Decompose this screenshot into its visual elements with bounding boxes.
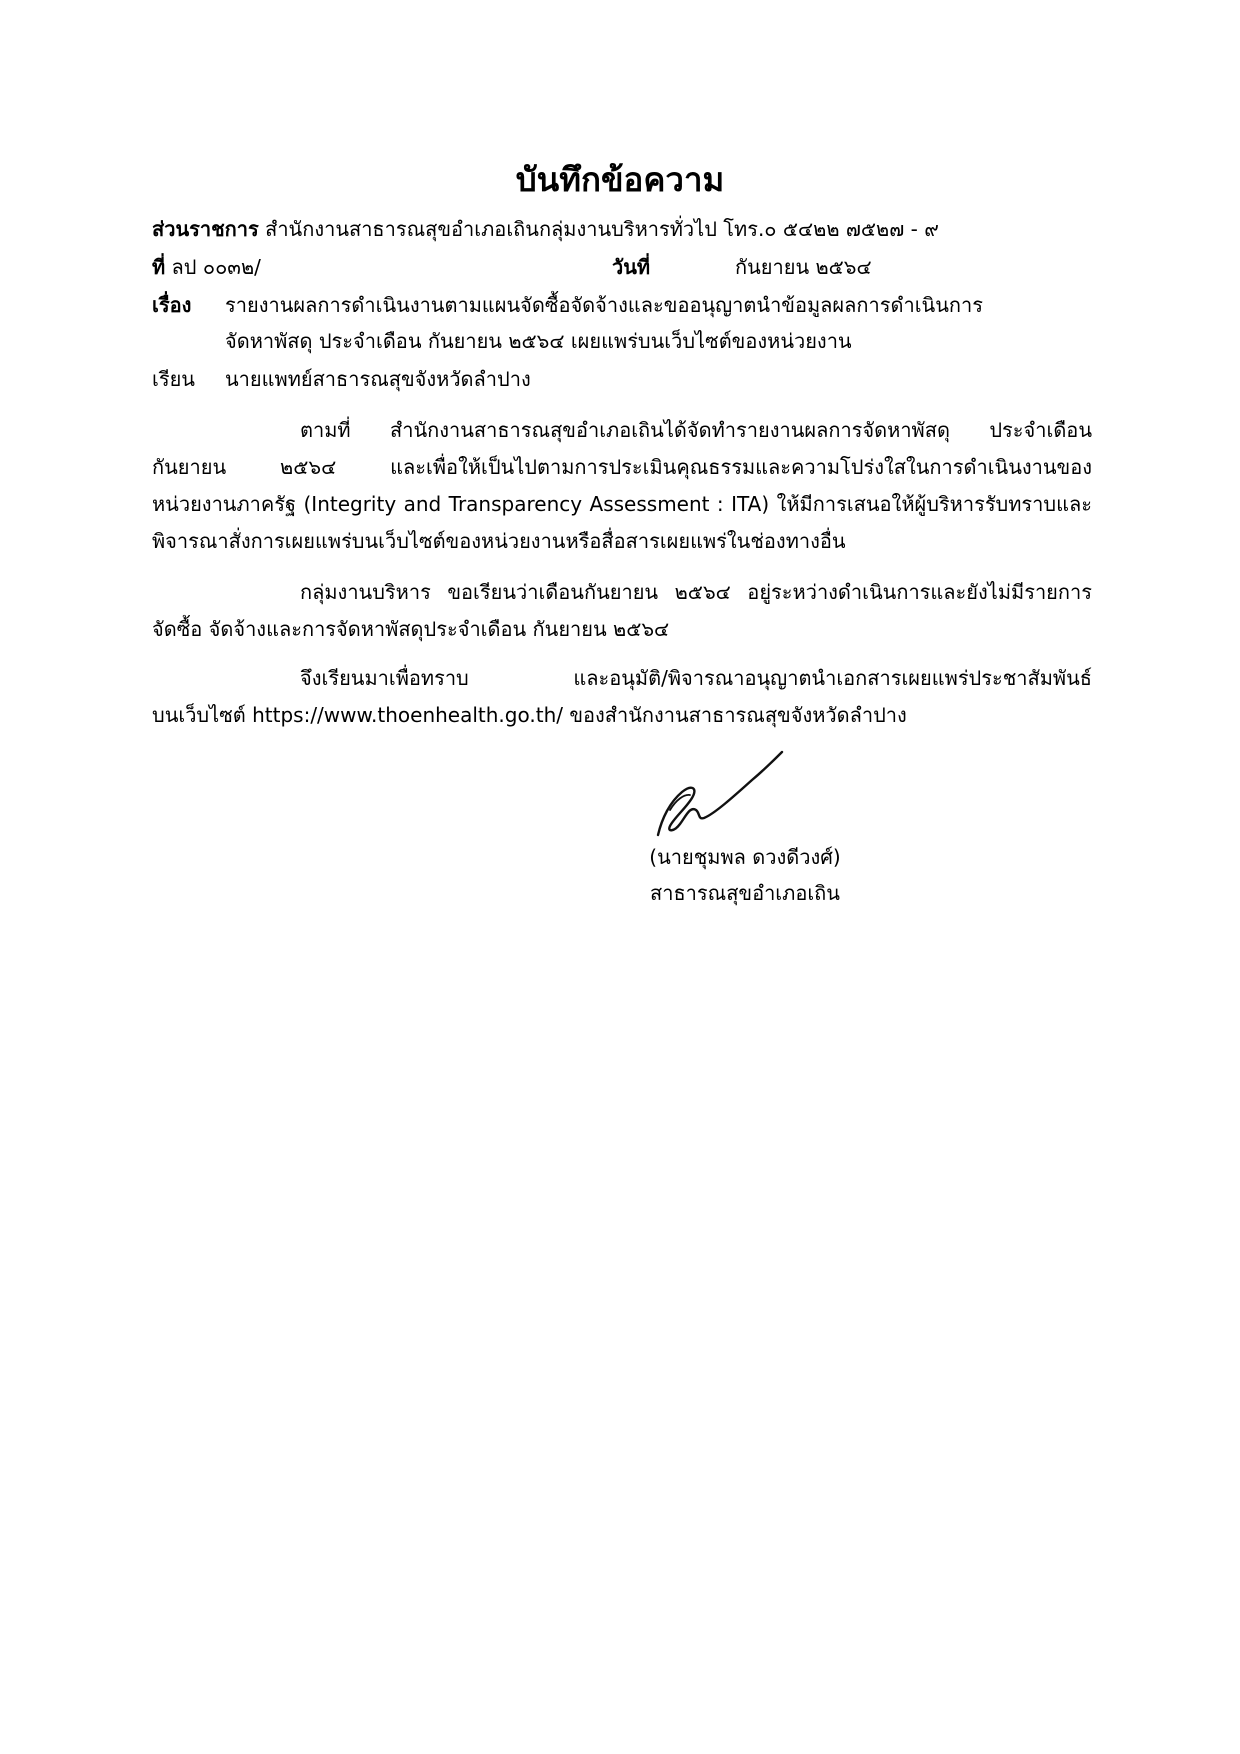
- agency-line: [152, 214, 939, 244]
- handwritten-signature: [640, 740, 790, 850]
- date-label: วันที่: [612, 255, 651, 279]
- subject-line-2: จัดหาพัสดุ ประจำเดือน กันยายน ๒๕๖๔ เผยแพร่บนเว็บไซต์ของหน่วยงาน: [225, 329, 852, 353]
- body-paragraph-3: [152, 660, 1092, 734]
- paragraph-line: บนเว็บไซต์ https://www.thoenhealth.go.th/ ของสำนักงานสาธารณสุขจังหวัดลำปาง: [152, 703, 907, 727]
- memo-title: บันทึกข้อความ: [515, 160, 725, 199]
- paragraph-line: พิจารณาสั่งการเผยแพร่บนเว็บไซต์ของหน่วยงานหรือสื่อสารเผยแพร่ในช่องทางอื่น: [152, 529, 846, 553]
- agency-label: ส่วนราชการ: [152, 217, 259, 241]
- signatory-name: (นายชุมพล ดวงดีวงศ์): [649, 845, 841, 869]
- subject-line-1: รายงานผลการดำเนินงานตามแผนจัดซื้อจัดจ้างและขออนุญาตนำข้อมูลผลการดำเนินการ: [225, 293, 983, 317]
- signatory-position: สาธารณสุขอำเภอเถิน: [650, 881, 840, 905]
- paragraph-line: จึงเรียนมาเพื่อทราบ และอนุมัติ/พิจารณาอนุญาตนำเอกสารเผยแพร่ประชาสัมพันธ์: [300, 666, 1092, 690]
- paragraph-line: ตามที่ สำนักงานสาธารณสุขอำเภอเถินได้จัดทำรายงานผลการจัดหาพัสดุ ประจำเดือน: [300, 418, 1092, 442]
- date-line: [612, 252, 650, 282]
- paragraph-line: กลุ่มงานบริหาร ขอเรียนว่าเดือนกันยายน ๒๕๖๔ อยู่ระหว่างดำเนินการและยังไม่มีรายการ: [300, 580, 1092, 604]
- ref-label: ที่: [152, 255, 166, 279]
- ref-value: ลป ๐๐๓๒/: [171, 255, 261, 279]
- agency-value: สำนักงานสาธารณสุขอำเภอเถินกลุ่มงานบริหารทั่วไป โทร.๐ ๕๔๒๒ ๗๕๒๗ - ๙: [265, 217, 939, 241]
- to-label: เรียน: [152, 367, 195, 391]
- paragraph-line: จัดซื้อ จัดจ้างและการจัดหาพัสดุประจำเดือน กันยายน ๒๕๖๔: [152, 617, 670, 641]
- body-paragraph-1: [152, 412, 1092, 560]
- date-value: กันยายน ๒๕๖๔: [735, 255, 872, 279]
- ref-line: [152, 252, 261, 282]
- body-paragraph-2: [152, 574, 1092, 648]
- subject-label-text: เรื่อง: [152, 293, 192, 317]
- paragraph-line: หน่วยงานภาครัฐ (Integrity and Transparency Assessment : ITA) ให้มีการเสนอให้ผู้บริหารรับทราบและ: [152, 492, 1092, 516]
- paragraph-line: กันยายน ๒๕๖๔ และเพื่อให้เป็นไปตามการประเมินคุณธรรมและความโปร่งใสในการดำเนินงานของ: [152, 455, 1092, 479]
- subject-label: [152, 290, 191, 320]
- to-value: นายแพทย์สาธารณสุขจังหวัดลำปาง: [225, 367, 531, 391]
